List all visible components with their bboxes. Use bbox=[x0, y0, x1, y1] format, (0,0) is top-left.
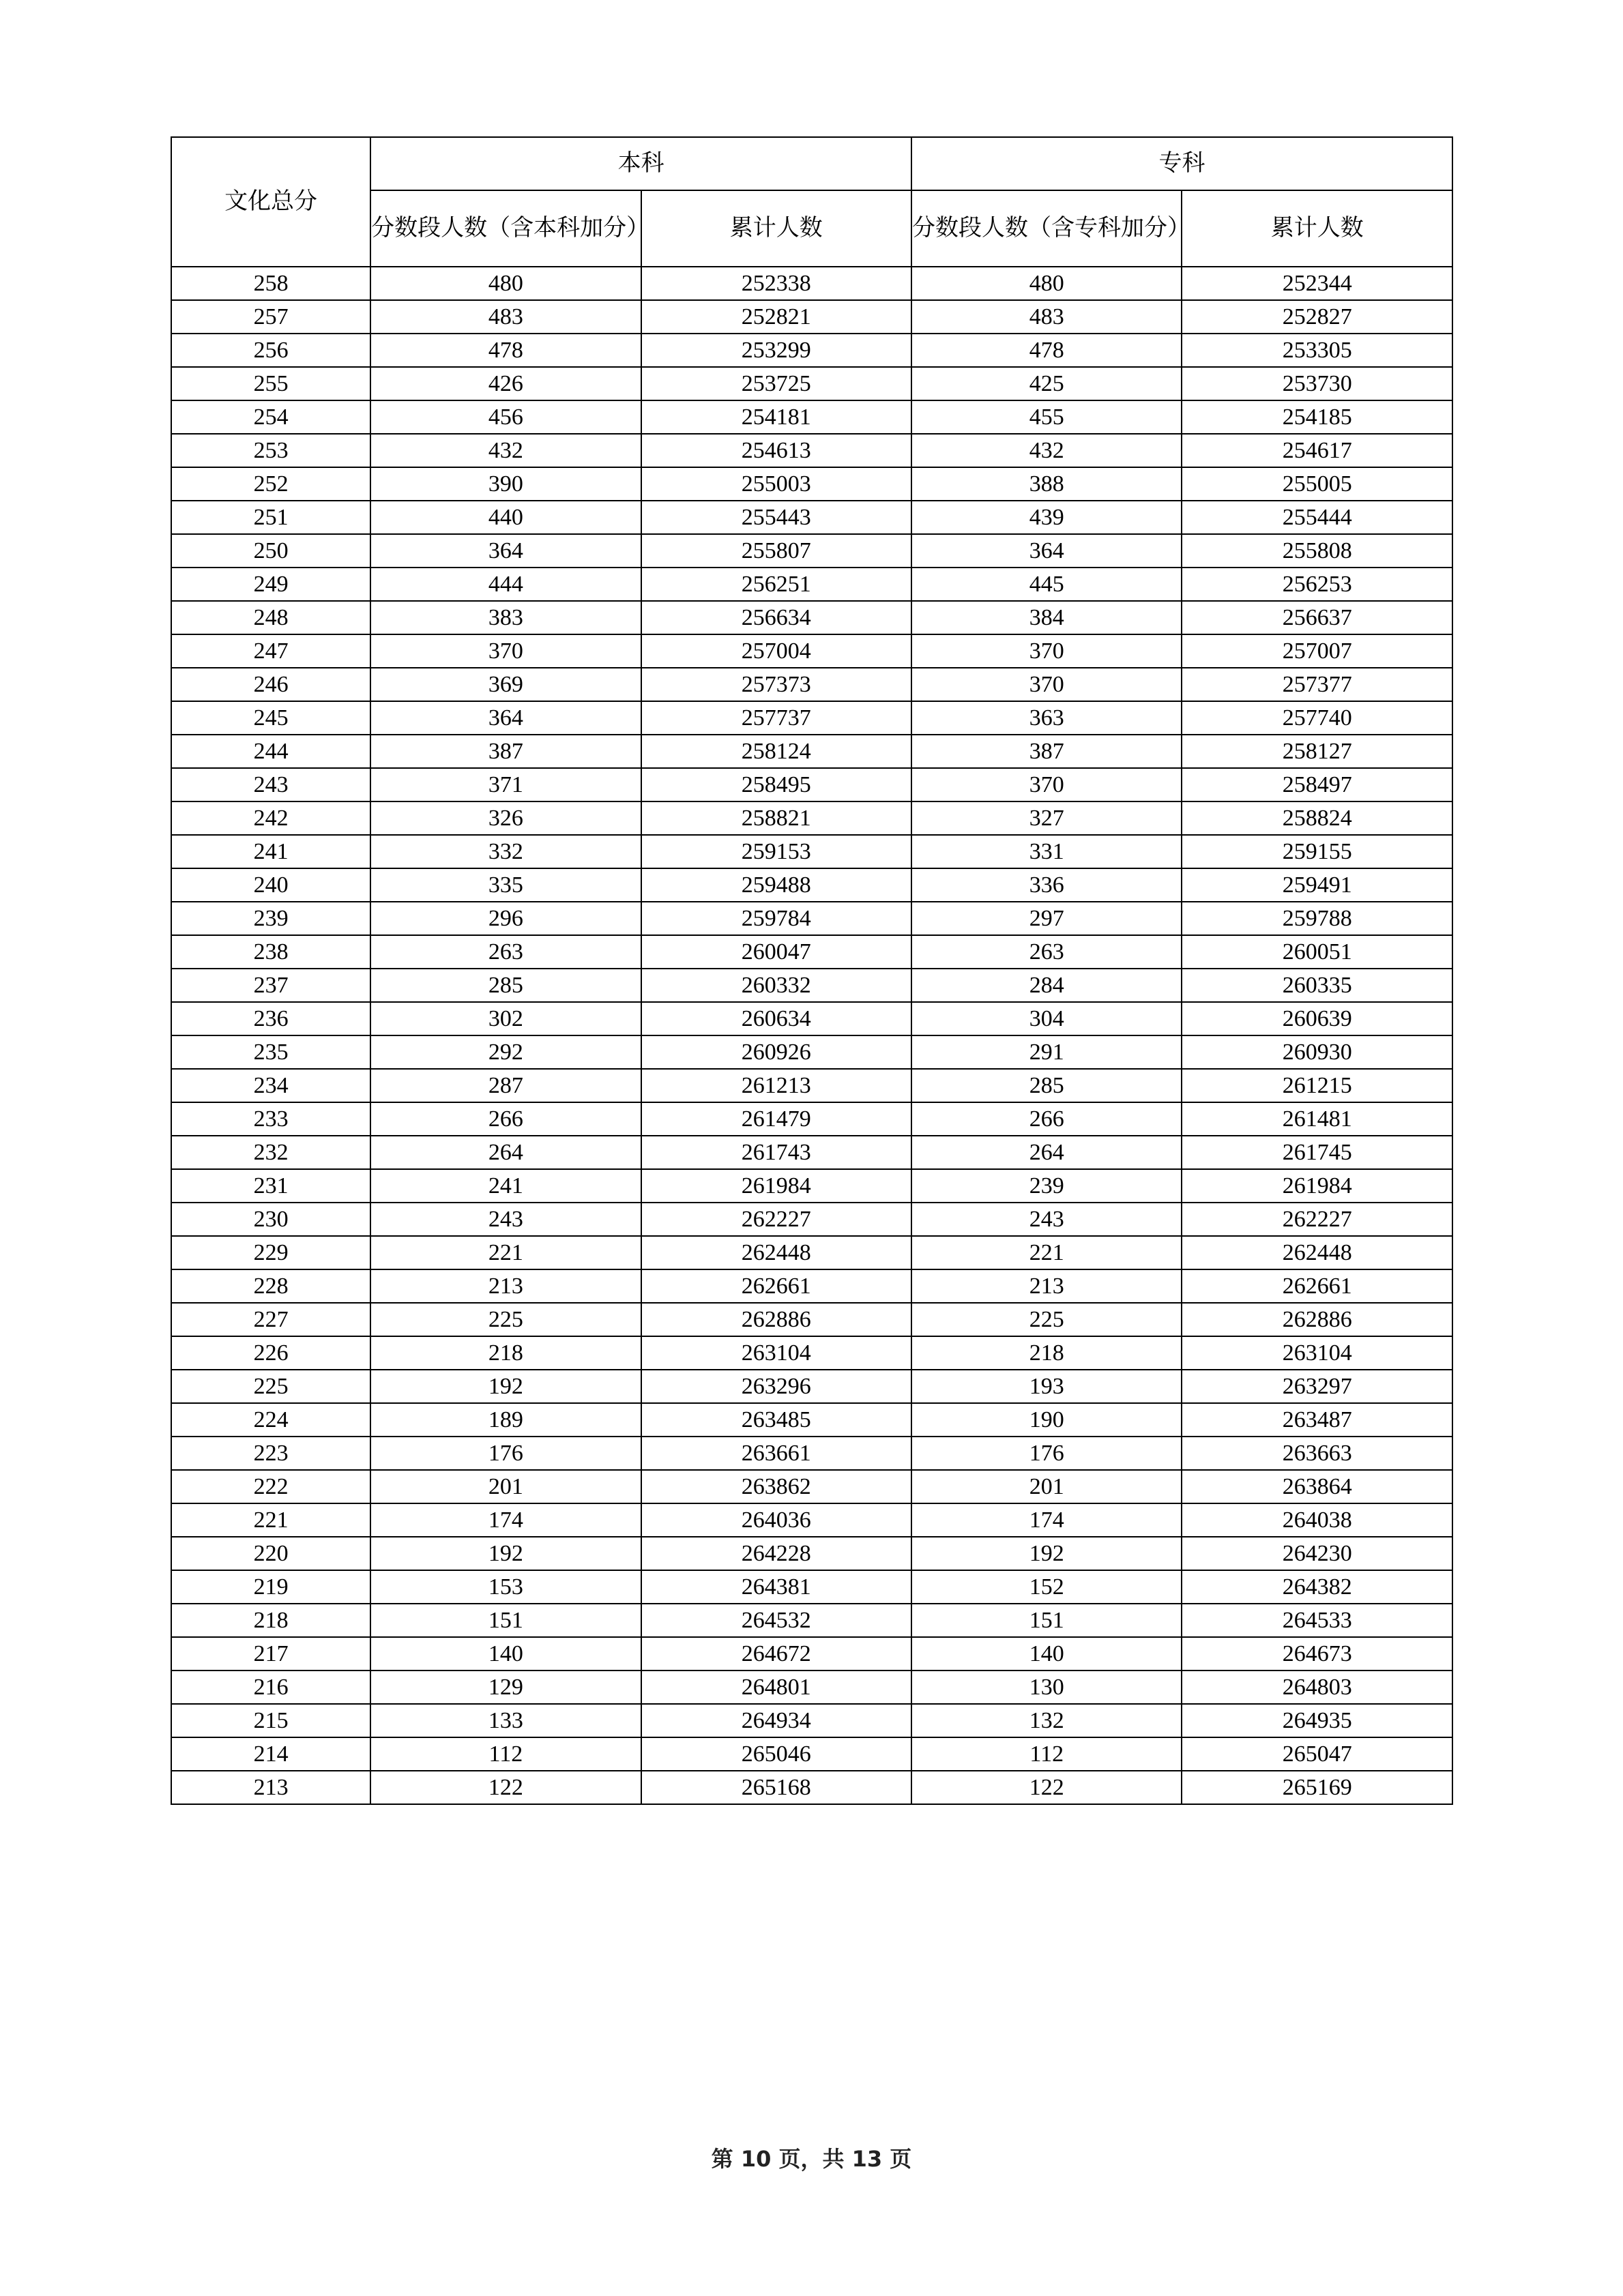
cell-undergraduate-cumulative: 256634 bbox=[641, 601, 911, 634]
cell-undergraduate-segment-count: 122 bbox=[370, 1771, 641, 1804]
cell-undergraduate-cumulative: 255443 bbox=[641, 501, 911, 534]
cell-undergraduate-segment-count: 192 bbox=[370, 1537, 641, 1570]
cell-score: 232 bbox=[171, 1136, 370, 1169]
cell-undergraduate-cumulative: 264228 bbox=[641, 1537, 911, 1570]
cell-junior-segment-count: 151 bbox=[911, 1604, 1182, 1637]
cell-undergraduate-segment-count: 292 bbox=[370, 1035, 641, 1069]
table-row bbox=[171, 768, 1452, 801]
cell-junior-segment-count: 297 bbox=[911, 902, 1182, 935]
cell-undergraduate-segment-count: 480 bbox=[370, 267, 641, 300]
cell-score: 248 bbox=[171, 601, 370, 634]
cell-score: 215 bbox=[171, 1704, 370, 1737]
cell-junior-cumulative: 256253 bbox=[1182, 568, 1452, 601]
cell-junior-cumulative: 255808 bbox=[1182, 534, 1452, 568]
cell-score: 228 bbox=[171, 1269, 370, 1303]
cell-undergraduate-cumulative: 262227 bbox=[641, 1203, 911, 1236]
cell-junior-cumulative: 257007 bbox=[1182, 634, 1452, 668]
cell-junior-cumulative: 262886 bbox=[1182, 1303, 1452, 1336]
cell-junior-segment-count: 221 bbox=[911, 1236, 1182, 1269]
cell-junior-cumulative: 254185 bbox=[1182, 400, 1452, 434]
cell-junior-segment-count: 218 bbox=[911, 1336, 1182, 1370]
cell-junior-segment-count: 263 bbox=[911, 935, 1182, 969]
cell-undergraduate-cumulative: 262886 bbox=[641, 1303, 911, 1336]
cell-junior-cumulative: 261745 bbox=[1182, 1136, 1452, 1169]
cell-junior-segment-count: 266 bbox=[911, 1102, 1182, 1136]
cell-undergraduate-segment-count: 370 bbox=[370, 634, 641, 668]
cell-junior-segment-count: 388 bbox=[911, 467, 1182, 501]
table-row bbox=[171, 300, 1452, 334]
table-row bbox=[171, 701, 1452, 735]
table-row bbox=[171, 1002, 1452, 1035]
cell-junior-segment-count: 445 bbox=[911, 568, 1182, 601]
cell-junior-cumulative: 261984 bbox=[1182, 1169, 1452, 1203]
cell-junior-segment-count: 285 bbox=[911, 1069, 1182, 1102]
cell-undergraduate-segment-count: 383 bbox=[370, 601, 641, 634]
cell-undergraduate-cumulative: 260332 bbox=[641, 969, 911, 1002]
header-junior-segment-count: 分数段人数（含专科加分） bbox=[911, 190, 1182, 267]
cell-score: 217 bbox=[171, 1637, 370, 1671]
cell-score: 253 bbox=[171, 434, 370, 467]
cell-score: 247 bbox=[171, 634, 370, 668]
cell-undergraduate-segment-count: 364 bbox=[370, 701, 641, 735]
cell-junior-segment-count: 478 bbox=[911, 334, 1182, 367]
cell-undergraduate-segment-count: 140 bbox=[370, 1637, 641, 1671]
table-row bbox=[171, 1370, 1452, 1403]
cell-junior-segment-count: 480 bbox=[911, 267, 1182, 300]
cell-score: 230 bbox=[171, 1203, 370, 1236]
table-row bbox=[171, 1503, 1452, 1537]
cell-junior-segment-count: 284 bbox=[911, 969, 1182, 1002]
cell-score: 239 bbox=[171, 902, 370, 935]
cell-undergraduate-cumulative: 264801 bbox=[641, 1671, 911, 1704]
cell-undergraduate-cumulative: 254613 bbox=[641, 434, 911, 467]
cell-undergraduate-cumulative: 264381 bbox=[641, 1570, 911, 1604]
score-distribution-table bbox=[171, 136, 1453, 1805]
cell-undergraduate-cumulative: 265046 bbox=[641, 1737, 911, 1771]
cell-score: 233 bbox=[171, 1102, 370, 1136]
cell-undergraduate-cumulative: 263104 bbox=[641, 1336, 911, 1370]
cell-undergraduate-cumulative: 260047 bbox=[641, 935, 911, 969]
cell-junior-cumulative: 263663 bbox=[1182, 1437, 1452, 1470]
cell-junior-cumulative: 263864 bbox=[1182, 1470, 1452, 1503]
table-row bbox=[171, 267, 1452, 300]
cell-undergraduate-segment-count: 133 bbox=[370, 1704, 641, 1737]
cell-score: 218 bbox=[171, 1604, 370, 1637]
cell-undergraduate-cumulative: 261984 bbox=[641, 1169, 911, 1203]
cell-junior-cumulative: 255005 bbox=[1182, 467, 1452, 501]
cell-undergraduate-segment-count: 129 bbox=[370, 1671, 641, 1704]
table-row bbox=[171, 935, 1452, 969]
cell-score: 245 bbox=[171, 701, 370, 735]
cell-junior-segment-count: 425 bbox=[911, 367, 1182, 400]
table-row bbox=[171, 1671, 1452, 1704]
cell-junior-cumulative: 261481 bbox=[1182, 1102, 1452, 1136]
cell-score: 236 bbox=[171, 1002, 370, 1035]
header-undergraduate-cumulative: 累计人数 bbox=[641, 190, 911, 267]
cell-undergraduate-segment-count: 426 bbox=[370, 367, 641, 400]
table-row bbox=[171, 1604, 1452, 1637]
cell-undergraduate-segment-count: 371 bbox=[370, 768, 641, 801]
cell-undergraduate-cumulative: 257373 bbox=[641, 668, 911, 701]
cell-undergraduate-cumulative: 264934 bbox=[641, 1704, 911, 1737]
header-junior-cumulative: 累计人数 bbox=[1182, 190, 1452, 267]
table-header-row-groups bbox=[171, 137, 1452, 190]
cell-undergraduate-segment-count: 335 bbox=[370, 868, 641, 902]
cell-undergraduate-cumulative: 253299 bbox=[641, 334, 911, 367]
cell-score: 242 bbox=[171, 801, 370, 835]
cell-junior-segment-count: 193 bbox=[911, 1370, 1182, 1403]
cell-junior-segment-count: 455 bbox=[911, 400, 1182, 434]
cell-junior-segment-count: 140 bbox=[911, 1637, 1182, 1671]
cell-undergraduate-cumulative: 263862 bbox=[641, 1470, 911, 1503]
cell-undergraduate-cumulative: 263661 bbox=[641, 1437, 911, 1470]
cell-junior-segment-count: 439 bbox=[911, 501, 1182, 534]
cell-undergraduate-cumulative: 259153 bbox=[641, 835, 911, 868]
cell-undergraduate-segment-count: 112 bbox=[370, 1737, 641, 1771]
cell-junior-cumulative: 264803 bbox=[1182, 1671, 1452, 1704]
cell-undergraduate-segment-count: 221 bbox=[370, 1236, 641, 1269]
cell-undergraduate-segment-count: 201 bbox=[370, 1470, 641, 1503]
table-row bbox=[171, 534, 1452, 568]
cell-score: 235 bbox=[171, 1035, 370, 1069]
cell-junior-segment-count: 291 bbox=[911, 1035, 1182, 1069]
cell-undergraduate-cumulative: 257004 bbox=[641, 634, 911, 668]
cell-undergraduate-cumulative: 256251 bbox=[641, 568, 911, 601]
cell-junior-cumulative: 252827 bbox=[1182, 300, 1452, 334]
cell-undergraduate-cumulative: 259488 bbox=[641, 868, 911, 902]
cell-undergraduate-cumulative: 258124 bbox=[641, 735, 911, 768]
cell-junior-segment-count: 132 bbox=[911, 1704, 1182, 1737]
cell-junior-cumulative: 263297 bbox=[1182, 1370, 1452, 1403]
cell-undergraduate-cumulative: 255807 bbox=[641, 534, 911, 568]
cell-junior-cumulative: 259155 bbox=[1182, 835, 1452, 868]
cell-undergraduate-cumulative: 253725 bbox=[641, 367, 911, 400]
cell-junior-segment-count: 213 bbox=[911, 1269, 1182, 1303]
cell-junior-segment-count: 387 bbox=[911, 735, 1182, 768]
cell-undergraduate-segment-count: 387 bbox=[370, 735, 641, 768]
table-row bbox=[171, 801, 1452, 835]
cell-undergraduate-cumulative: 259784 bbox=[641, 902, 911, 935]
cell-junior-cumulative: 262661 bbox=[1182, 1269, 1452, 1303]
cell-junior-cumulative: 265047 bbox=[1182, 1737, 1452, 1771]
cell-score: 225 bbox=[171, 1370, 370, 1403]
table-row bbox=[171, 1303, 1452, 1336]
cell-junior-cumulative: 264673 bbox=[1182, 1637, 1452, 1671]
table-row bbox=[171, 1403, 1452, 1437]
cell-junior-cumulative: 262448 bbox=[1182, 1236, 1452, 1269]
cell-junior-cumulative: 259788 bbox=[1182, 902, 1452, 935]
cell-junior-cumulative: 264230 bbox=[1182, 1537, 1452, 1570]
table-row bbox=[171, 400, 1452, 434]
table-row bbox=[171, 334, 1452, 367]
cell-score: 214 bbox=[171, 1737, 370, 1771]
cell-undergraduate-segment-count: 440 bbox=[370, 501, 641, 534]
cell-undergraduate-cumulative: 263485 bbox=[641, 1403, 911, 1437]
cell-score: 252 bbox=[171, 467, 370, 501]
cell-junior-segment-count: 112 bbox=[911, 1737, 1182, 1771]
cell-junior-cumulative: 255444 bbox=[1182, 501, 1452, 534]
cell-junior-segment-count: 130 bbox=[911, 1671, 1182, 1704]
table-row bbox=[171, 735, 1452, 768]
cell-undergraduate-segment-count: 266 bbox=[370, 1102, 641, 1136]
header-group-junior-college: 专科 bbox=[911, 137, 1452, 190]
cell-undergraduate-cumulative: 252821 bbox=[641, 300, 911, 334]
cell-junior-cumulative: 253305 bbox=[1182, 334, 1452, 367]
cell-undergraduate-segment-count: 192 bbox=[370, 1370, 641, 1403]
cell-junior-cumulative: 258824 bbox=[1182, 801, 1452, 835]
cell-undergraduate-segment-count: 153 bbox=[370, 1570, 641, 1604]
cell-score: 222 bbox=[171, 1470, 370, 1503]
cell-undergraduate-cumulative: 264672 bbox=[641, 1637, 911, 1671]
table-row bbox=[171, 1637, 1452, 1671]
cell-undergraduate-cumulative: 257737 bbox=[641, 701, 911, 735]
cell-score: 257 bbox=[171, 300, 370, 334]
cell-undergraduate-segment-count: 264 bbox=[370, 1136, 641, 1169]
cell-junior-segment-count: 201 bbox=[911, 1470, 1182, 1503]
cell-undergraduate-segment-count: 302 bbox=[370, 1002, 641, 1035]
table-row bbox=[171, 501, 1452, 534]
table-row bbox=[171, 467, 1452, 501]
cell-undergraduate-segment-count: 174 bbox=[370, 1503, 641, 1537]
page-footer: 第 10 页，共 13 页 bbox=[711, 2146, 912, 2172]
table-header bbox=[171, 137, 1452, 267]
cell-junior-segment-count: 190 bbox=[911, 1403, 1182, 1437]
cell-junior-segment-count: 327 bbox=[911, 801, 1182, 835]
cell-junior-cumulative: 263487 bbox=[1182, 1403, 1452, 1437]
table-body bbox=[171, 267, 1452, 1804]
cell-undergraduate-cumulative: 264532 bbox=[641, 1604, 911, 1637]
cell-junior-cumulative: 261215 bbox=[1182, 1069, 1452, 1102]
table-row bbox=[171, 1169, 1452, 1203]
cell-junior-segment-count: 174 bbox=[911, 1503, 1182, 1537]
cell-junior-cumulative: 258127 bbox=[1182, 735, 1452, 768]
cell-score: 224 bbox=[171, 1403, 370, 1437]
cell-undergraduate-cumulative: 261743 bbox=[641, 1136, 911, 1169]
cell-undergraduate-segment-count: 390 bbox=[370, 467, 641, 501]
table-row bbox=[171, 1269, 1452, 1303]
table-row bbox=[171, 1236, 1452, 1269]
cell-undergraduate-segment-count: 326 bbox=[370, 801, 641, 835]
cell-junior-cumulative: 264382 bbox=[1182, 1570, 1452, 1604]
cell-undergraduate-segment-count: 225 bbox=[370, 1303, 641, 1336]
table-row bbox=[171, 1771, 1452, 1804]
cell-undergraduate-cumulative: 255003 bbox=[641, 467, 911, 501]
table-row bbox=[171, 367, 1452, 400]
cell-undergraduate-cumulative: 263296 bbox=[641, 1370, 911, 1403]
cell-junior-cumulative: 257740 bbox=[1182, 701, 1452, 735]
header-group-undergraduate: 本科 bbox=[370, 137, 911, 190]
cell-junior-cumulative: 260335 bbox=[1182, 969, 1452, 1002]
cell-junior-cumulative: 260930 bbox=[1182, 1035, 1452, 1069]
cell-score: 256 bbox=[171, 334, 370, 367]
cell-undergraduate-segment-count: 444 bbox=[370, 568, 641, 601]
cell-junior-segment-count: 370 bbox=[911, 634, 1182, 668]
cell-junior-segment-count: 122 bbox=[911, 1771, 1182, 1804]
cell-undergraduate-cumulative: 262661 bbox=[641, 1269, 911, 1303]
cell-junior-cumulative: 263104 bbox=[1182, 1336, 1452, 1370]
cell-junior-cumulative: 264533 bbox=[1182, 1604, 1452, 1637]
cell-undergraduate-segment-count: 287 bbox=[370, 1069, 641, 1102]
table-row bbox=[171, 434, 1452, 467]
cell-score: 213 bbox=[171, 1771, 370, 1804]
cell-junior-cumulative: 256637 bbox=[1182, 601, 1452, 634]
cell-junior-segment-count: 152 bbox=[911, 1570, 1182, 1604]
table-row bbox=[171, 1336, 1452, 1370]
cell-undergraduate-segment-count: 189 bbox=[370, 1403, 641, 1437]
cell-junior-segment-count: 243 bbox=[911, 1203, 1182, 1236]
cell-undergraduate-segment-count: 456 bbox=[370, 400, 641, 434]
table-row bbox=[171, 1102, 1452, 1136]
cell-undergraduate-cumulative: 258495 bbox=[641, 768, 911, 801]
cell-score: 221 bbox=[171, 1503, 370, 1537]
cell-junior-segment-count: 192 bbox=[911, 1537, 1182, 1570]
cell-undergraduate-cumulative: 258821 bbox=[641, 801, 911, 835]
table-row bbox=[171, 1035, 1452, 1069]
cell-score: 244 bbox=[171, 735, 370, 768]
table-row bbox=[171, 835, 1452, 868]
cell-undergraduate-cumulative: 260926 bbox=[641, 1035, 911, 1069]
cell-junior-segment-count: 364 bbox=[911, 534, 1182, 568]
cell-score: 250 bbox=[171, 534, 370, 568]
table-row bbox=[171, 1737, 1452, 1771]
cell-score: 254 bbox=[171, 400, 370, 434]
table-row bbox=[171, 634, 1452, 668]
header-undergraduate-segment-count: 分数段人数（含本科加分） bbox=[370, 190, 641, 267]
cell-undergraduate-segment-count: 263 bbox=[370, 935, 641, 969]
cell-undergraduate-segment-count: 176 bbox=[370, 1437, 641, 1470]
cell-junior-segment-count: 331 bbox=[911, 835, 1182, 868]
cell-junior-segment-count: 370 bbox=[911, 768, 1182, 801]
cell-junior-cumulative: 258497 bbox=[1182, 768, 1452, 801]
cell-junior-segment-count: 239 bbox=[911, 1169, 1182, 1203]
cell-junior-segment-count: 363 bbox=[911, 701, 1182, 735]
cell-junior-segment-count: 176 bbox=[911, 1437, 1182, 1470]
cell-score: 238 bbox=[171, 935, 370, 969]
table-row bbox=[171, 1470, 1452, 1503]
cell-undergraduate-cumulative: 252338 bbox=[641, 267, 911, 300]
cell-undergraduate-cumulative: 260634 bbox=[641, 1002, 911, 1035]
cell-undergraduate-segment-count: 364 bbox=[370, 534, 641, 568]
cell-score: 251 bbox=[171, 501, 370, 534]
cell-undergraduate-segment-count: 218 bbox=[370, 1336, 641, 1370]
table-row bbox=[171, 668, 1452, 701]
cell-junior-cumulative: 260639 bbox=[1182, 1002, 1452, 1035]
cell-junior-segment-count: 304 bbox=[911, 1002, 1182, 1035]
cell-junior-segment-count: 264 bbox=[911, 1136, 1182, 1169]
cell-score: 226 bbox=[171, 1336, 370, 1370]
cell-junior-segment-count: 483 bbox=[911, 300, 1182, 334]
cell-junior-segment-count: 336 bbox=[911, 868, 1182, 902]
cell-undergraduate-segment-count: 296 bbox=[370, 902, 641, 935]
table-row bbox=[171, 1537, 1452, 1570]
cell-undergraduate-cumulative: 254181 bbox=[641, 400, 911, 434]
cell-junior-cumulative: 264935 bbox=[1182, 1704, 1452, 1737]
cell-undergraduate-segment-count: 332 bbox=[370, 835, 641, 868]
cell-undergraduate-segment-count: 243 bbox=[370, 1203, 641, 1236]
cell-undergraduate-segment-count: 285 bbox=[370, 969, 641, 1002]
cell-junior-cumulative: 260051 bbox=[1182, 935, 1452, 969]
cell-score: 216 bbox=[171, 1671, 370, 1704]
cell-junior-cumulative: 252344 bbox=[1182, 267, 1452, 300]
cell-undergraduate-segment-count: 369 bbox=[370, 668, 641, 701]
cell-junior-cumulative: 264038 bbox=[1182, 1503, 1452, 1537]
cell-junior-cumulative: 253730 bbox=[1182, 367, 1452, 400]
cell-undergraduate-cumulative: 261213 bbox=[641, 1069, 911, 1102]
cell-undergraduate-segment-count: 213 bbox=[370, 1269, 641, 1303]
cell-junior-segment-count: 370 bbox=[911, 668, 1182, 701]
cell-junior-cumulative: 259491 bbox=[1182, 868, 1452, 902]
cell-score: 220 bbox=[171, 1537, 370, 1570]
cell-undergraduate-cumulative: 265168 bbox=[641, 1771, 911, 1804]
cell-undergraduate-cumulative: 262448 bbox=[641, 1236, 911, 1269]
cell-score: 229 bbox=[171, 1236, 370, 1269]
cell-score: 223 bbox=[171, 1437, 370, 1470]
table-row bbox=[171, 568, 1452, 601]
cell-score: 258 bbox=[171, 267, 370, 300]
cell-undergraduate-cumulative: 261479 bbox=[641, 1102, 911, 1136]
cell-junior-cumulative: 265169 bbox=[1182, 1771, 1452, 1804]
table-row bbox=[171, 1437, 1452, 1470]
cell-junior-segment-count: 384 bbox=[911, 601, 1182, 634]
cell-junior-cumulative: 257377 bbox=[1182, 668, 1452, 701]
cell-junior-segment-count: 432 bbox=[911, 434, 1182, 467]
cell-score: 249 bbox=[171, 568, 370, 601]
table-row bbox=[171, 902, 1452, 935]
cell-score: 227 bbox=[171, 1303, 370, 1336]
cell-score: 219 bbox=[171, 1570, 370, 1604]
table-row bbox=[171, 868, 1452, 902]
cell-score: 231 bbox=[171, 1169, 370, 1203]
cell-score: 255 bbox=[171, 367, 370, 400]
cell-score: 234 bbox=[171, 1069, 370, 1102]
table-row bbox=[171, 1704, 1452, 1737]
cell-score: 243 bbox=[171, 768, 370, 801]
header-score-column: 文化总分 bbox=[171, 137, 370, 267]
cell-junior-segment-count: 225 bbox=[911, 1303, 1182, 1336]
table-row bbox=[171, 1203, 1452, 1236]
table-row bbox=[171, 601, 1452, 634]
cell-undergraduate-segment-count: 151 bbox=[370, 1604, 641, 1637]
table-row bbox=[171, 1136, 1452, 1169]
table-row bbox=[171, 969, 1452, 1002]
cell-score: 246 bbox=[171, 668, 370, 701]
table-row bbox=[171, 1069, 1452, 1102]
cell-junior-cumulative: 262227 bbox=[1182, 1203, 1452, 1236]
cell-score: 237 bbox=[171, 969, 370, 1002]
cell-undergraduate-segment-count: 483 bbox=[370, 300, 641, 334]
cell-undergraduate-segment-count: 241 bbox=[370, 1169, 641, 1203]
cell-undergraduate-segment-count: 432 bbox=[370, 434, 641, 467]
cell-undergraduate-cumulative: 264036 bbox=[641, 1503, 911, 1537]
cell-score: 241 bbox=[171, 835, 370, 868]
cell-undergraduate-segment-count: 478 bbox=[370, 334, 641, 367]
cell-junior-cumulative: 254617 bbox=[1182, 434, 1452, 467]
table-row bbox=[171, 1570, 1452, 1604]
cell-score: 240 bbox=[171, 868, 370, 902]
